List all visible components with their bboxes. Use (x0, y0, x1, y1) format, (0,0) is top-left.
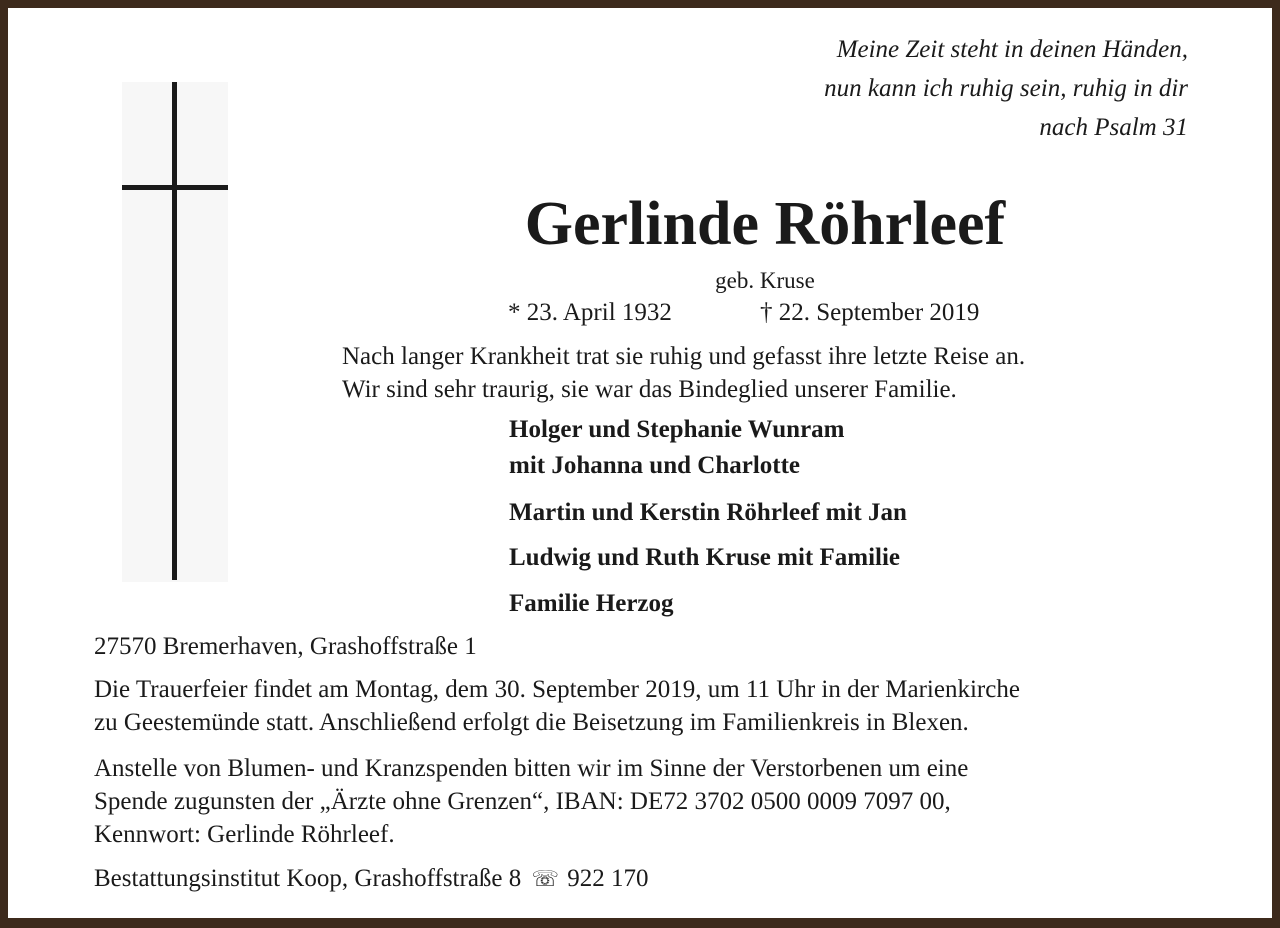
mourner-line: Familie Herzog (509, 590, 674, 617)
funeral-line-1: Die Trauerfeier findet am Montag, dem 30. September 2019, um 11 Uhr in der Marienkirche (94, 676, 1020, 703)
mourner-line: Ludwig und Ruth Kruse mit Familie (509, 544, 901, 571)
funeral-home-phone: 922 170 (567, 865, 649, 892)
maiden-name: geb. Kruse (715, 268, 815, 293)
donation-line-2: Spende zugunsten der „Ärzte ohne Grenzen“, IBAN: DE72 3702 0500 0009 7097 00, (94, 788, 951, 815)
family-address: 27570 Bremerhaven, Grashoffstraße 1 (94, 633, 477, 660)
intro-text (342, 340, 1025, 406)
funeral-line-2: zu Geestemünde statt. Anschließend erfolgt die Beisetzung im Familienkreis in Blexen. (94, 709, 969, 736)
donation-line-3: Kennwort: Gerlinde Röhrleef. (94, 821, 395, 848)
funeral-service-text (94, 673, 1020, 739)
cross-icon (172, 82, 177, 580)
verse-source: nach Psalm 31 (1039, 114, 1188, 141)
donation-text (94, 752, 968, 851)
verse-line-2: nun kann ich ruhig sein, ruhig in dir (824, 75, 1188, 102)
mourner-line: Holger und Stephanie Wunram (509, 416, 845, 443)
intro-line-2: Wir sind sehr traurig, sie war das Bindeglied unserer Familie. (342, 376, 957, 403)
deceased-name: Gerlinde Röhrleef (524, 190, 1006, 258)
cross-icon-bar (122, 185, 228, 190)
bible-verse (824, 30, 1188, 147)
intro-line-1: Nach langer Krankheit trat sie ruhig und gefasst ihre letzte Reise an. (342, 343, 1026, 370)
birth-date: * 23. April 1932 (508, 299, 672, 326)
funeral-home-name: Bestattungsinstitut Koop, Grashoffstraße 8 (94, 865, 522, 892)
death-date: † 22. September 2019 (760, 299, 980, 326)
verse-line-1: Meine Zeit steht in deinen Händen, (836, 36, 1188, 63)
donation-line-1: Anstelle von Blumen- und Kranzspenden bitten wir im Sinne der Verstorbenen um eine (94, 755, 969, 782)
funeral-home-line (94, 862, 649, 897)
telephone-icon: ☏ (531, 867, 560, 892)
mourner-line: Martin und Kerstin Röhrleef mit Jan (509, 499, 907, 526)
mourner-line: mit Johanna und Charlotte (509, 452, 801, 479)
